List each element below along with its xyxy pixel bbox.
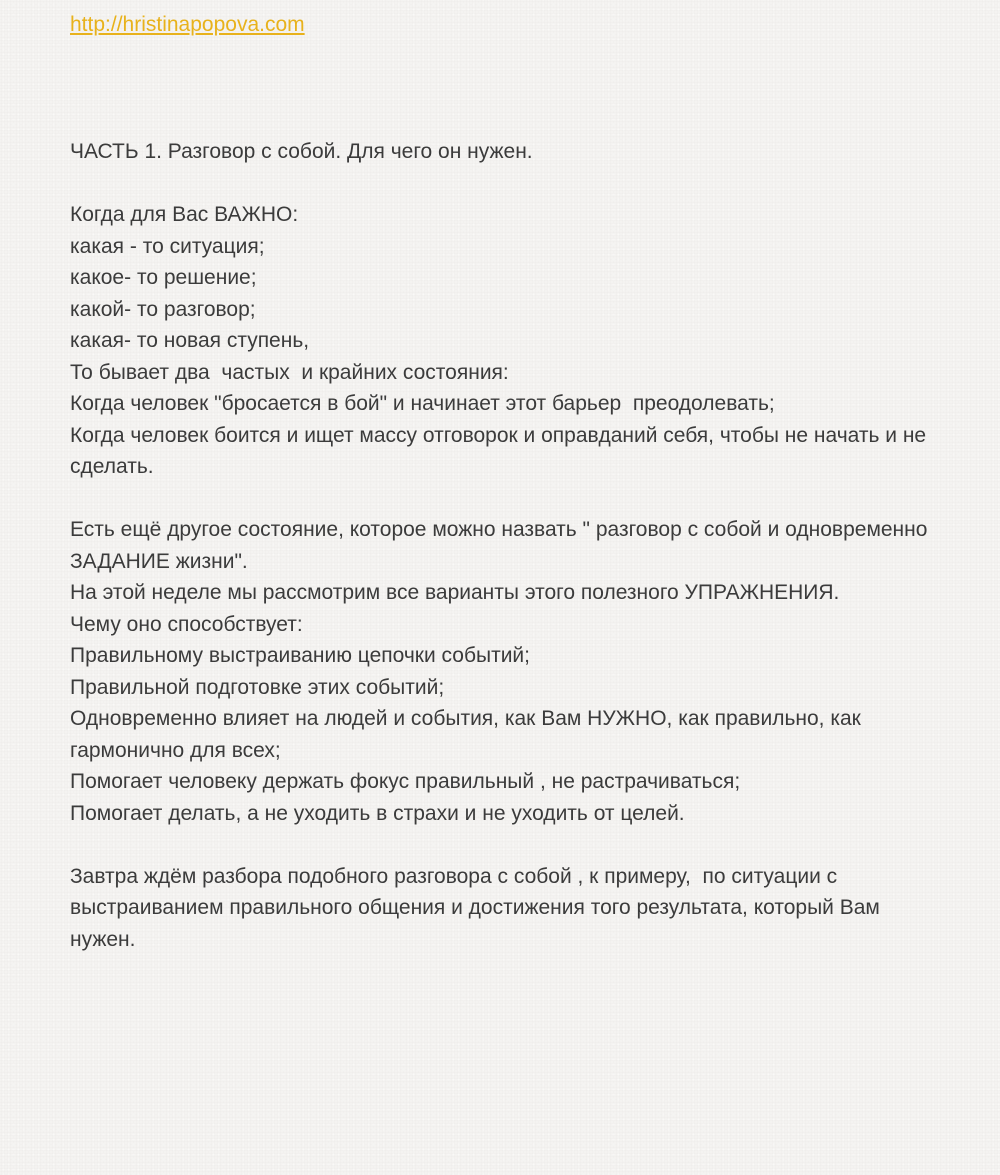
note-line: какое- то решение; bbox=[70, 266, 257, 289]
note-line: Когда для Вас ВАЖНО: bbox=[70, 203, 299, 226]
note-line: Когда человек "бросается в бой" и начинает этот барьер преодолевать; bbox=[70, 392, 775, 415]
blank-line bbox=[70, 483, 950, 515]
note-line: Помогает делать, а не уходить в страхи и не уходить от целей. bbox=[70, 801, 685, 825]
note-paragraph bbox=[70, 514, 950, 829]
blank-line bbox=[70, 829, 950, 861]
note-line: Чему оно способствует: bbox=[70, 612, 303, 636]
blank-line bbox=[70, 168, 950, 200]
note-paragraph bbox=[70, 861, 950, 956]
note-heading: ЧАСТЬ 1. Разговор с собой. Для чего он нужен. bbox=[70, 140, 533, 163]
note-paragraph bbox=[70, 136, 950, 168]
note-line: какой- то разговор; bbox=[70, 297, 256, 321]
note-line: Когда человек боится и ищет массу отговорок и оправданий себя, чтобы не начать и не сделать. bbox=[70, 423, 932, 478]
note-line: Одновременно влияет на людей и события, как Вам НУЖНО, как правильно, как гармонично для всех; bbox=[70, 707, 867, 762]
note-line: какая - то ситуация; bbox=[70, 234, 265, 258]
note-line: Помогает человеку держать фокус правильный , не растрачиваться; bbox=[70, 770, 741, 793]
note-line: Есть ещё другое состояние, которое можно назвать " разговор с собой и одновременно ЗАДАНИЕ жизни". bbox=[70, 518, 934, 573]
note-line: На этой неделе мы рассмотрим все варианты этого полезного УПРАЖНЕНИЯ. bbox=[70, 581, 840, 604]
note-line: Правильному выстраиванию цепочки событий; bbox=[70, 644, 530, 667]
note-line: какая- то новая ступень, bbox=[70, 329, 310, 352]
note-paragraph bbox=[70, 199, 950, 483]
note-line: То бывает два частых и крайних состояния: bbox=[70, 360, 509, 384]
note-line: Завтра ждём разбора подобного разговора с собой , к примеру, по ситуации с выстраиванием правильного общения и достижения того результата, который Вам нужен. bbox=[70, 864, 886, 951]
note-body bbox=[70, 136, 950, 955]
website-link[interactable]: http://hristinapopova.com bbox=[70, 13, 305, 36]
note-line: Правильной подготовке этих событий; bbox=[70, 675, 445, 699]
